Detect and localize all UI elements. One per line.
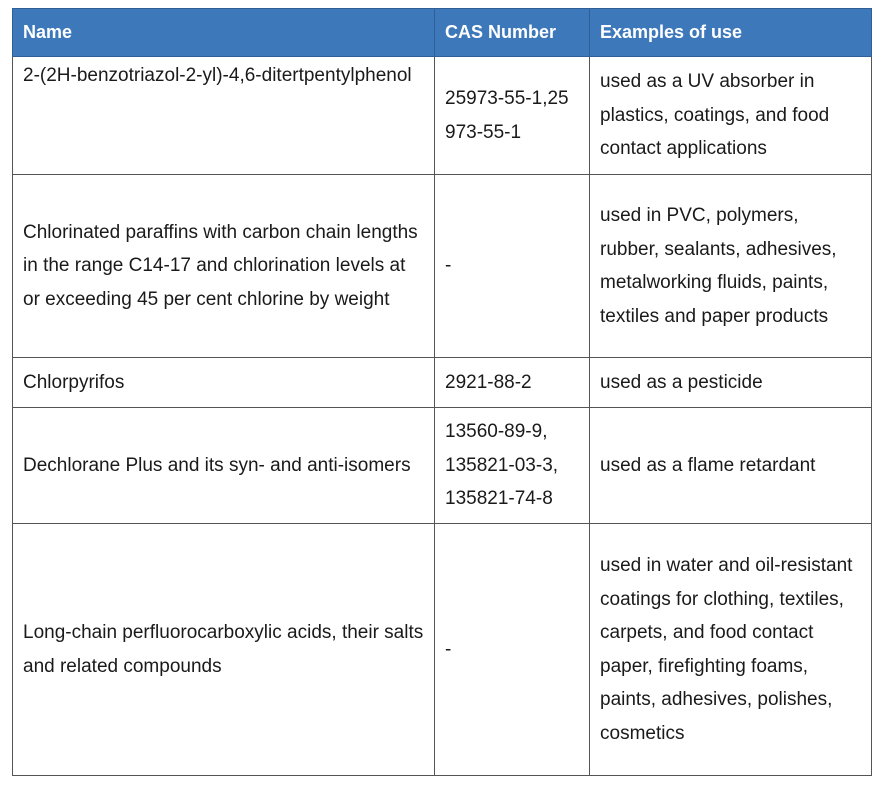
header-name: Name <box>13 9 435 57</box>
header-cas-number: CAS Number <box>435 9 590 57</box>
cell-use: used as a pesticide <box>590 358 872 408</box>
cell-cas: 25973-55-1,25973-55-1 <box>435 57 590 175</box>
cell-use: used as a UV absorber in plastics, coatings, and food contact applications <box>590 57 872 175</box>
cell-cas: - <box>435 175 590 358</box>
cell-cas: - <box>435 524 590 776</box>
table-row <box>13 57 872 175</box>
cell-use: used as a flame retardant <box>590 408 872 524</box>
cell-name: Chlorpyrifos <box>13 358 435 408</box>
table-row <box>13 175 872 358</box>
cell-name: 2-(2H-benzotriazol-2-yl)-4,6-ditertpentylphenol <box>13 57 435 175</box>
table-row <box>13 524 872 776</box>
cell-cas: 13560-89-9, 135821-03-3, 135821-74-8 <box>435 408 590 524</box>
table-header-row <box>13 9 872 57</box>
cell-use: used in PVC, polymers, rubber, sealants, adhesives, metalworking fluids, paints, textiles and paper products <box>590 175 872 358</box>
cell-name: Chlorinated paraffins with carbon chain lengths in the range C14-17 and chlorination levels at or exceeding 45 per cent chlorine by weight <box>13 175 435 358</box>
cell-name: Long-chain perfluorocarboxylic acids, their salts and related compounds <box>13 524 435 776</box>
table-row <box>13 408 872 524</box>
cell-cas: 2921-88-2 <box>435 358 590 408</box>
header-examples-of-use: Examples of use <box>590 9 872 57</box>
cell-name: Dechlorane Plus and its syn- and anti-isomers <box>13 408 435 524</box>
table-row <box>13 358 872 408</box>
cell-use: used in water and oil-resistant coatings for clothing, textiles, carpets, and food contact paper, firefighting foams, paints, adhesives, polishes, cosmetics <box>590 524 872 776</box>
chemicals-table <box>12 8 872 776</box>
